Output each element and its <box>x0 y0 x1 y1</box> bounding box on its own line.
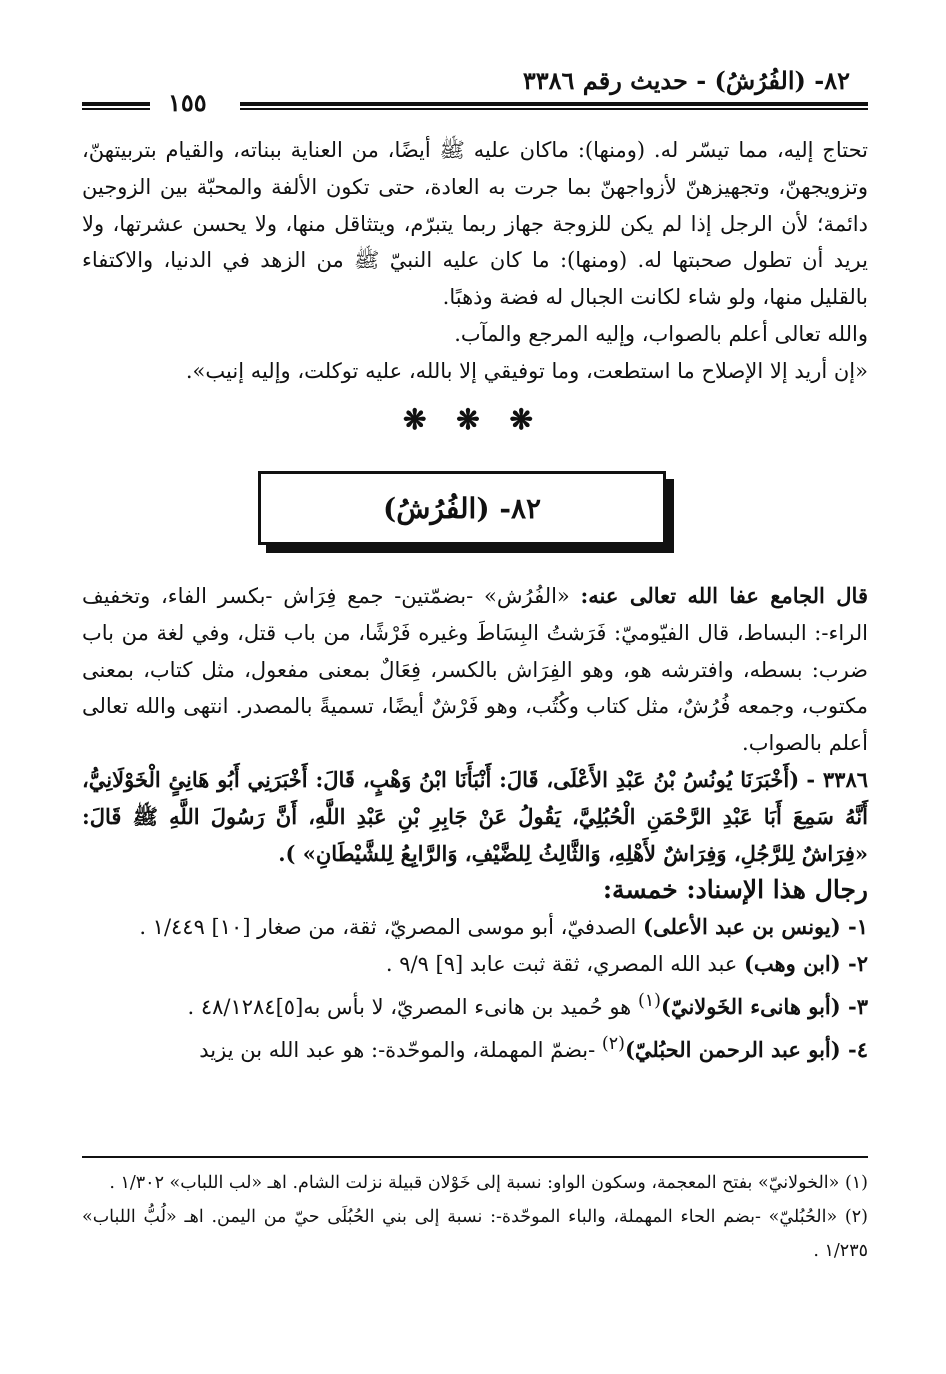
intro-text <box>82 132 868 390</box>
hadith-text: (أَخْبَرَنَا يُونُسُ بْنُ عَبْدِ الأَعْلَى، قَالَ: أَنْبَأَنَا ابْنُ وَهْبٍ، قَالَ: أَخْبَرَنِي أَبُو هَانِئٍ الْخَوْلَانِيُّ، أَنَّهُ سَمِعَ أَبَا عَبْدِ الرَّحْمَنِ الْحُبُلِيَّ، يَقُولُ عَنْ جَابِرِ بْنِ عَبْدِ اللَّهِ، أَنَّ رَسُولَ اللَّهِ ﷺ قَالَ: «فِرَاشٌ لِلرَّجُلِ، وَفِرَاشٌ لأَهْلِهِ، وَالثَّالِثُ لِلضَّيْفِ، وَالرَّابِعُ لِلشَّيْطَانِ» ). <box>82 766 868 866</box>
commentary-text: «الفُرُش» -بضمّتين- جمع فِرَاش -بكسر الفاء، وتخفيف الراء-: البساط، قال الفيّوميّ: فَرَشتُ البِسَاطَ وغيره فَرْشًا، من باب قتل، وفي لغة من باب ضرب: بسطه، وافترشه هو، وهو الفِرَاش بالكسر، فِعَالٌ بمعنى مفعول، مثل كتاب، بمعنى مكتوب، وجمعه فُرُشٌ، مثل كتاب وكُتُب، وهو فَرْشٌ أيضًا، تسميةً بالمصدر. انتهى والله تعالى أعلم بالصواب. <box>82 584 868 756</box>
commentary-lead: قال الجامع عفا الله تعالى عنه: <box>580 583 868 608</box>
header-rule-right-thin <box>240 108 868 110</box>
intro-paragraph: والله تعالى أعلم بالصواب، وإليه المرجع والمآب. <box>454 321 868 346</box>
section-separator: ❋ ❋ ❋ <box>403 403 543 436</box>
hadith-number: ٣٣٨٦ - <box>806 766 869 792</box>
chapter-body <box>82 578 868 1068</box>
narrator-text: هو حُميد بن هانىء المصريّ، لا بأس به[٥]٤٨/١٢٨٤ . <box>187 994 638 1019</box>
footnote-rule <box>82 1156 868 1158</box>
hadith-paragraph <box>82 762 868 872</box>
page-number: ١٥٥ <box>168 88 207 117</box>
commentary-paragraph <box>82 578 868 762</box>
footnote: (٢) «الحُبُليّ» -بضم الحاء المهملة، والباء الموحّدة-: نسبة إلى بني الحُبُلَى حيّ من اليمن. اهـ «لُبُّ اللباب» ١/٢٣٥ . <box>82 1207 868 1261</box>
header-rule-right-thick <box>240 102 868 106</box>
narrator-name: ٤- (أبو عبد الرحمن الحبُليّ) <box>624 1036 868 1062</box>
narrator-name: ١- (يونس بن عبد الأعلى) <box>643 914 868 940</box>
intro-paragraph: «إن أريد إلا الإصلاح ما استطعت، وما توفيقي إلا بالله، عليه توكلت، وإليه إنيب». <box>185 358 868 383</box>
narrator-text: عبد الله المصري، ثقة ثبت عابد [٩] ٩/٩ . <box>385 951 744 976</box>
chapter-title: ٨٢- (الفُرُشُ) <box>382 491 542 525</box>
chapter-title-box <box>258 471 666 545</box>
footnote-marker: (٢) <box>601 1033 625 1054</box>
narrator-text: -بضمّ المهملة، والموحّدة-: هو عبد الله بن يزيد <box>199 1037 602 1062</box>
running-header-title: ٨٢- (الفُرُشُ) - حديث رقم ٣٣٨٦ <box>522 66 850 95</box>
header-rule-left-thick <box>82 102 150 106</box>
footnote-marker: (١) <box>637 990 661 1011</box>
narrator-name: ٢- (ابن وهب) <box>744 950 868 976</box>
footnotes <box>82 1166 868 1268</box>
footnote: (١) «الخولانيّ» بفتح المعجمة، وسكون الواو: نسبة إلى خَوْلان قبيلة نزلت الشام. اهـ «لب اللباب» ١/٣٠٢ . <box>109 1173 868 1193</box>
narrator-name: ٣- (أبو هانىء الخَولانيّ) <box>661 993 868 1019</box>
narrator-entry <box>82 1026 868 1069</box>
intro-paragraph: تحتاج إليه، مما تيسّر له. (ومنها): ماكان عليه ﷺ أيضًا، من العناية ببناته، والقيام بتربيتهنّ، وتزويجهنّ، وتجهيزهنّ لأزواجهنّ بما جرت به العادة، حتى تكون الألفة والمحبّة بين الزوجين دائمة؛ لأن الرجل إذا لم يكن للزوجة جهاز ربما يتبرّم، ويتثاقل منها، ولا يحسن عشرتها، ولا يريد أن تطول صحبتها له. (ومنها): ما كان عليه النبيّ ﷺ من الزهد في الدنيا، والاكتفاء بالقليل منها، ولو شاء لكانت الجبال له فضة وذهبًا. <box>82 138 868 310</box>
header-rule-left-thin <box>82 108 150 110</box>
narrators-heading: رجال هذا الإسناد: خمسة: <box>602 875 868 905</box>
narrator-entry <box>82 983 868 1026</box>
narrator-entry <box>82 946 868 983</box>
narrator-entry <box>82 909 868 946</box>
narrator-text: الصدفيّ، أبو موسى المصريّ، ثقة، من صغار [١٠] ١/٤٤٩ . <box>139 915 644 940</box>
